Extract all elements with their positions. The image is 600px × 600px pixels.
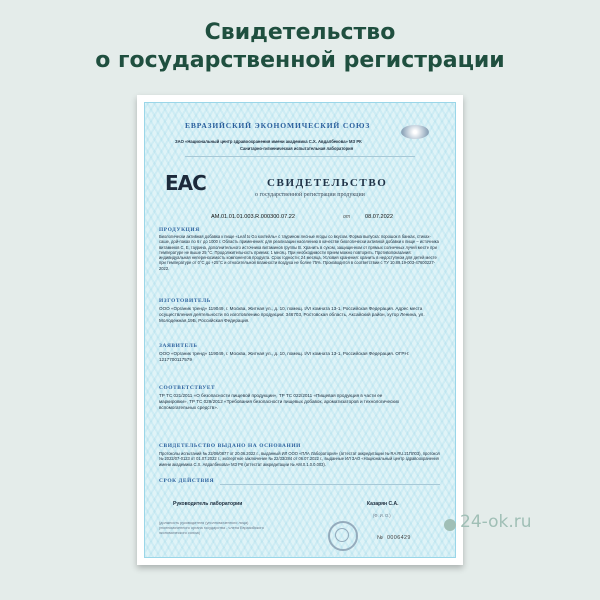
applicant-text: ООО «Органик тренд» 119049, г. Москва, Житная ул., д. 10, помещ. I/VI комната 13-1, Российская Федерация. ОГРН: 1217700117579 <box>159 351 410 362</box>
issuer-name: ЗАО «Национальный центр здравоохранения имени академика С.Х. Авдалбекова» МЗ РК <box>175 139 362 144</box>
issuer-subtitle: Санитарно-гигиеническая испытательная лаборатория <box>240 146 354 151</box>
section-maker: ИЗГОТОВИТЕЛЬ <box>159 298 211 304</box>
side-note: (должность руководителя (уполномоченного лица) уполномоченного органа государства - члена Евразийского экономического союза) <box>159 521 264 535</box>
section-complies: СООТВЕТСТВУЕТ <box>159 385 216 391</box>
signer-name: Казарян С.А. <box>367 501 399 507</box>
signer-role: Руководитель лаборатории <box>173 501 243 507</box>
maker-text: ООО «Органик тренд» 119049, г. Москва, Житная ул., д. 10, помещ. I/VI комната 13-1, Российская Федерация. Адрес места осуществления деятельности по изготовлению продукции: 346703, Ростовская область, Аксайский район, хутор Ленина, ул. Молодежная,19Б, Российская Федерация. <box>159 306 425 323</box>
hologram-icon <box>401 125 429 139</box>
page-title-line-2: о государственной регистрации <box>95 48 505 73</box>
official-stamp-icon <box>328 521 358 551</box>
from-label: от <box>343 214 351 220</box>
section-term: СРОК ДЕЙСТВИЯ <box>159 478 215 484</box>
document-subtitle: о государственной регистрации продукции <box>255 192 365 198</box>
signer-note: (Ф. И. О.) <box>373 513 391 518</box>
eac-mark: ЕАС <box>165 171 206 195</box>
serial-prefix: № <box>377 535 383 541</box>
complies-text: ТР ТС 021/2011 «О безопасности пищевой продукции», ТР ТС 022/2011 «Пищевая продукция в части ее маркировки», ТР ТС 029/2012 «Требования безопасности пищевых добавок, ароматизаторов и технологических вспомогательных средств». <box>159 393 400 410</box>
watermark-text: 24-ok.ru <box>460 512 532 532</box>
registration-date: 08.07.2022 <box>365 214 393 220</box>
certificate-image <box>137 95 463 565</box>
site-watermark <box>444 512 594 538</box>
certificate-inner <box>144 102 456 558</box>
union-title: ЕВРАЗИЙСКИЙ ЭКОНОМИЧЕСКИЙ СОЮЗ <box>185 121 371 130</box>
basis-text: Протоколы испытаний № 22/06/0877 от 20.06.2022 г., выданный ИЛ ООО «ПЛА Лаборатория» (аттестат аккредитации № RA.RU.21ПЛ03), протокол № 2022/07-0123 от 01.07.2022 г., экспертное заключение № 22/33/284 от 06.07.2022 г., выданные ИЛ ЗАО «Национальный центр здравоохранения имени академика С.Х. Авдалбекова» МЗ РК (аттестат аккредитации № AM.0.1.0.0.003). <box>159 451 440 467</box>
section-applicant: ЗАЯВИТЕЛЬ <box>159 343 198 349</box>
section-product: ПРОДУКЦИЯ <box>159 227 200 233</box>
product-text: Биологически активная добавка к пище «Leaf to Go коктейль» с таурином лесные ягоды со вкусом. Форма выпуска: порошок в банках, стиках-саше, дой-паках по 6 г до 1000 г. Область применения: для реализации населению в качестве биологически активной добавки к пище – источника витаминов С, Е, таурина, дополнительного источника витаминов группы В. Хранить в сухом, защищенном от прямых солнечных лучей месте при температуре не выше 25 °С. Продолжительность приема: 1 месяц. При необходимости прием можно повторить. Противопоказания: индивидуальная непереносимость компонентов продукта. Срок годности: 24 месяца. Условия хранения: хранить в недоступном для детей месте при температуре от 0°С до +25°С и относительной влажности воздуха не более 75%. Производится в соответствии с ТУ 10.89.19-003-47600227-2022. <box>159 234 439 271</box>
serial-number: 0006429 <box>387 535 411 541</box>
watermark-dot-icon <box>444 519 456 531</box>
registration-number: AM.01.01.01.003.R.000300.07.22 <box>211 214 295 220</box>
document-title: СВИДЕТЕЛЬСТВО <box>267 177 388 189</box>
section-basis: СВИДЕТЕЛЬСТВО ВЫДАНО НА ОСНОВАНИИ <box>159 443 301 449</box>
divider-term <box>220 484 440 485</box>
divider-top <box>185 156 415 157</box>
page-title-line-1: Свидетельство <box>204 20 396 45</box>
